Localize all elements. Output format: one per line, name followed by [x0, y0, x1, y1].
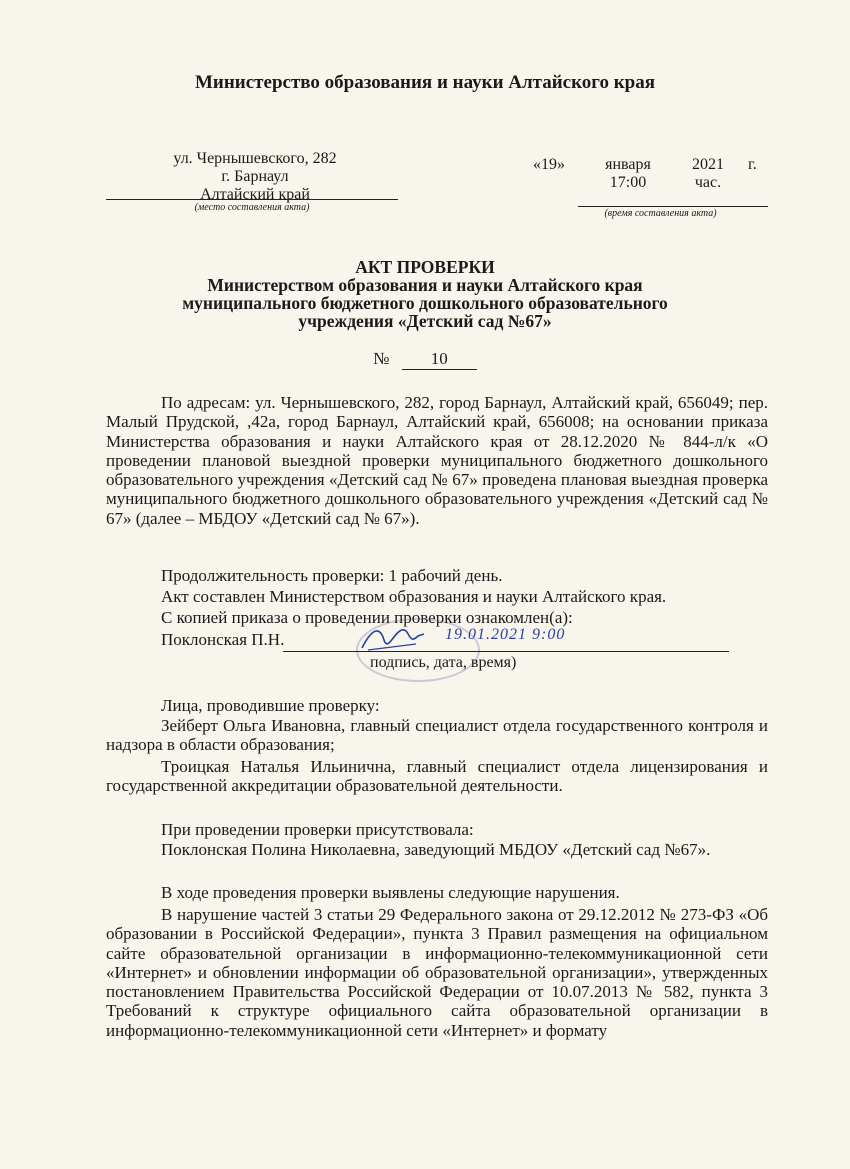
time-underline [578, 206, 768, 207]
date-year-block [688, 156, 728, 192]
signature-caption: подпись, дата, время) [370, 654, 517, 671]
paragraph-present-person: Поклонская Полина Николаевна, заведующий МБДОУ «Детский сад №67». [161, 840, 711, 859]
paragraph-duration: Продолжительность проверки: 1 рабочий день. [161, 566, 503, 585]
date-hours-word: час. [694, 174, 722, 191]
paragraph-composed-by: Акт составлен Министерством образования и науки Алтайского края. [161, 587, 667, 606]
date-month: января [605, 156, 651, 173]
signature-underline [283, 651, 729, 652]
signer-name: Поклонская П.Н. [161, 630, 285, 649]
act-title-line3: муниципального бюджетного дошкольного образовательного [182, 293, 668, 313]
date-g: г. [748, 156, 757, 173]
paragraph-inspector-1: Зейберт Ольга Ивановна, главный специалист отдела государственного контроля и надзора в области образования; [106, 716, 768, 755]
ministry-heading: Министерство образования и науки Алтайского края [194, 72, 656, 93]
place-region: Алтайский край [200, 186, 310, 203]
paragraph-basis: По адресам: ул. Чернышевского, 282, город Барнаул, Алтайский край, 656049; пер. Малый Прудской, ,42а, город Барнаул, Алтайский край, 656008; на основании приказа Министерства образования и науки Алтайского края от 28.12.2020 № 844-л/к «О проведении плановой выездной проверки муниципального бюджетного дошкольного образовательного учреждения «Детский сад № 67» проведена плановая выездная проверка муниципального бюджетного дошкольного образовательного учреждения «Детский сад № 67» (далее – МБДОУ «Детский сад № 67»). [106, 393, 768, 528]
act-title [0, 258, 850, 330]
place-block [110, 150, 400, 204]
number-label: № [373, 349, 390, 368]
act-number [0, 349, 850, 370]
date-day: «19» [533, 156, 565, 173]
paragraph-violation-1: В нарушение частей 3 статьи 29 Федерального закона от 29.12.2012 № 273-ФЗ «Об образовании в Российской Федерации», пункта 3 Правил размещения на официальном сайте образовательной организации в информационно-телекоммуникационной сети «Интернет» и обновлении информации об образовательной организации», утвержденных постановлением Правительства Российской Федерации от 10.07.2013 № 582, пункта 3 Требований к структуре официального сайта образовательной организации в информационно-телекоммуникационной сети «Интернет» и формату [106, 905, 768, 1040]
place-city: г. Барнаул [221, 168, 289, 185]
time-caption: (время составления акта) [604, 208, 717, 219]
act-title-line4: учреждения «Детский сад №67» [298, 311, 552, 331]
paragraph-inspectors-heading: Лица, проводившие проверку: [161, 696, 380, 715]
date-year: 2021 [692, 156, 724, 173]
paragraph-inspector-2: Троицкая Наталья Ильинична, главный специалист отдела лицензирования и государственной аккредитации образовательной деятельности. [106, 757, 768, 796]
paragraph-order-copy: С копией приказа о проведении проверки ознакомлен(а): [161, 608, 573, 627]
act-title-line1: АКТ ПРОВЕРКИ [355, 257, 495, 277]
place-caption: (место составления акта) [194, 202, 310, 213]
number-value: 10 [402, 349, 477, 370]
paragraph-violations-heading: В ходе проведения проверки выявлены следующие нарушения. [161, 883, 620, 902]
place-underline [106, 199, 398, 200]
date-month-block [598, 156, 658, 192]
act-title-line2: Министерством образования и науки Алтайского края [207, 275, 643, 295]
place-street: ул. Чернышевского, 282 [173, 150, 337, 167]
date-time: 17:00 [609, 174, 647, 191]
signature-datetime: 19.01.2021 9:00 [445, 626, 566, 643]
paragraph-present-heading: При проведении проверки присутствовала: [161, 820, 474, 839]
